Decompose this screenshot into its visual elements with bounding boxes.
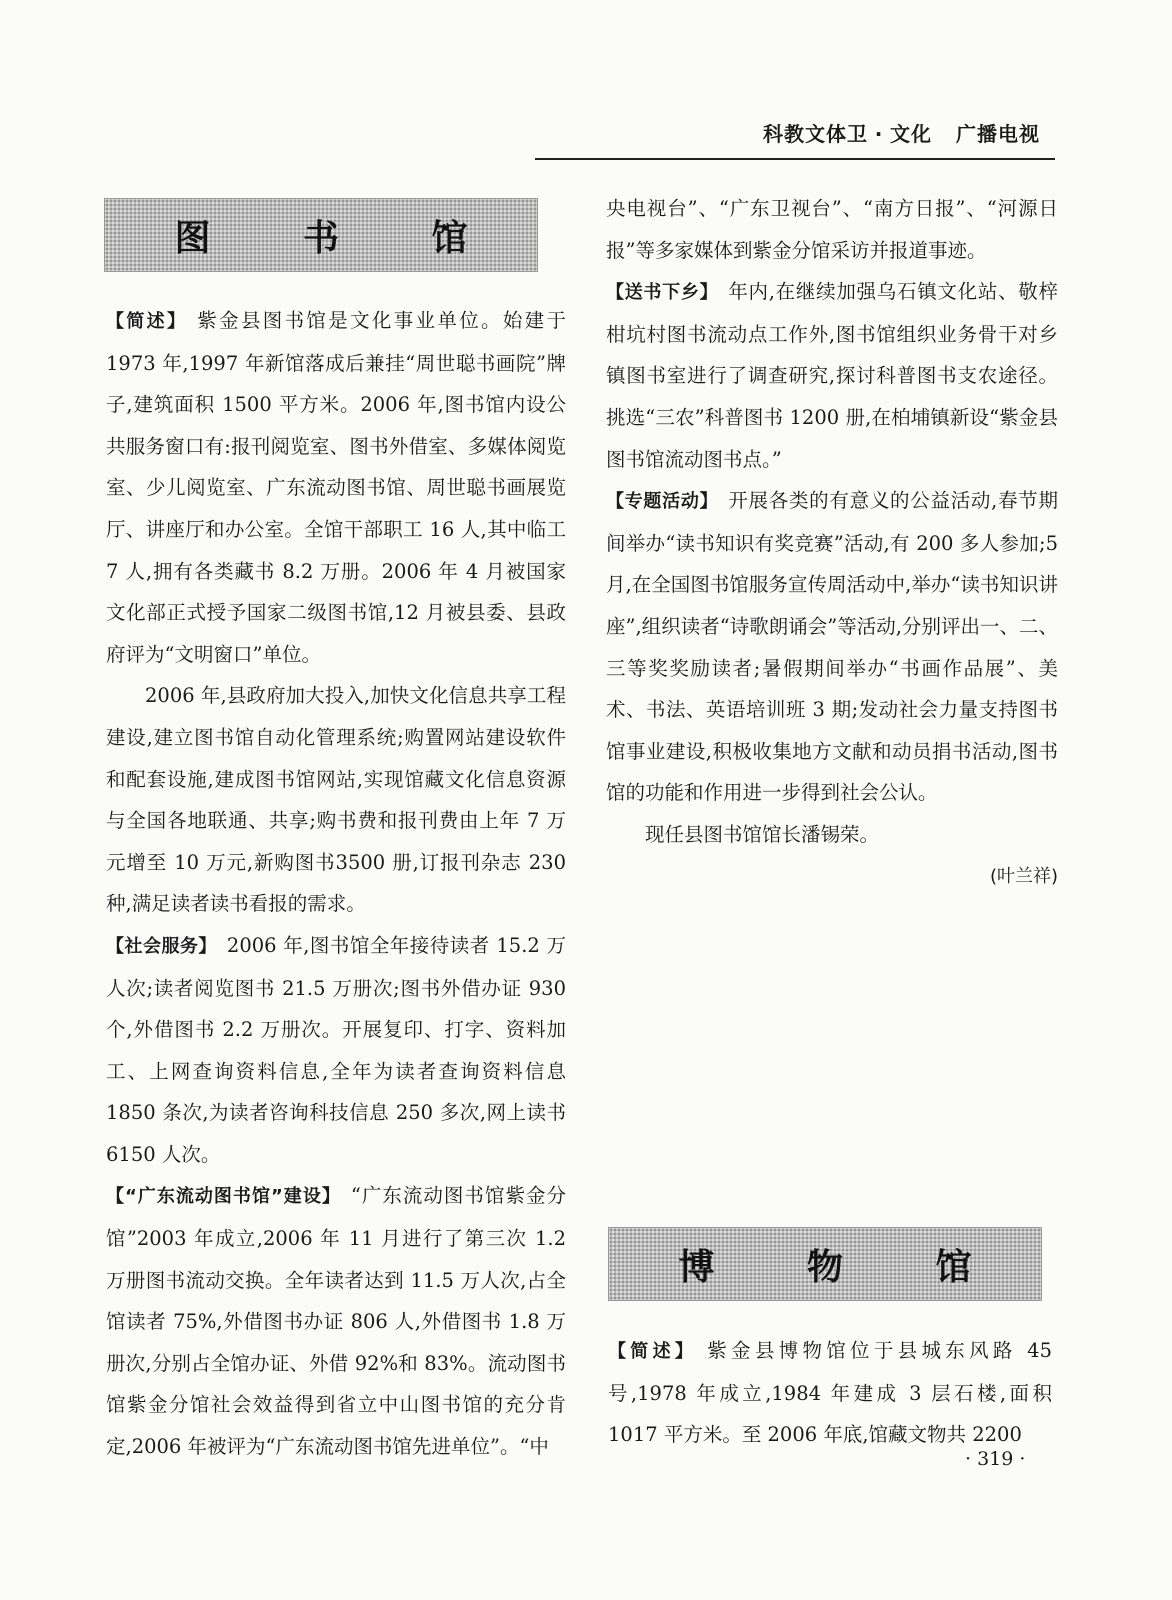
books-to-countryside-tag: 【送书下乡】 xyxy=(606,282,719,304)
mobile-library-text: “广东流动图书馆紫金分馆”2003 年成立,2006 年 11 月进行了第三次 1.2 万册图书流动交换。全年读者达到 11.5 万人次,占全馆读者 75%,外借图书办证 806 人,外借图书 1.8 万册次,分别占全馆办证、外借 92%和 83%。流动图书馆紫金分馆社会效益得到省立中山图书馆的充分肯定,2006 年被评为“广东流动图书馆先进单位”。“中 xyxy=(106,1184,566,1459)
museum-column xyxy=(608,1330,1052,1456)
header-rule xyxy=(535,158,1055,160)
museum-section-banner xyxy=(608,1227,1042,1301)
museum-overview-paragraph xyxy=(608,1330,1052,1456)
library-overview-tag: 【简述】 xyxy=(106,311,188,332)
books-to-countryside-paragraph xyxy=(606,271,1058,480)
museum-section-title: 博 物 馆 xyxy=(678,1246,1012,1288)
left-column xyxy=(106,300,566,1468)
mobile-library-paragraph xyxy=(106,1175,566,1467)
library-overview-text: 紫金县图书馆是文化事业单位。始建于 1973 年,1997 年新馆落成后兼挂“周世聪书画院”牌子,建筑面积 1500 平方米。2006 年,图书馆内设公共服务窗口有:报刊阅览室、图书外借室、多媒体阅览室、少儿阅览室、广东流动图书馆、周世聪书画展览厅、讲座厅和办公室。全馆干部职工 16 人,其中临工 7 人,拥有各类藏书 8.2 万册。2006 年 4 月被国家文化部正式授予国家二级图书馆,12 月被县委、县政府评为“文明窗口”单位。 xyxy=(106,309,566,666)
social-service-paragraph xyxy=(106,925,566,1176)
library-section-title: 图 书 馆 xyxy=(174,217,508,259)
mobile-library-continuation: 央电视台”、“广东卫视台”、“南方日报”、“河源日报”等多家媒体到紫金分馆采访并报道事迹。 xyxy=(606,197,1058,262)
books-to-countryside-text: 年内,在继续加强乌石镇文化站、敬梓柑坑村图书流动点工作外,图书馆组织业务骨干对乡镇图书室进行了调查研究,探讨科普图书支农途径。挑选“三农”科普图书 1200 册,在柏埔镇新设“紫金县图书馆流动图书点。” xyxy=(606,280,1058,471)
museum-overview-text: 紫金县博物馆位于县城东风路 45 号,1978 年成立,1984 年建成 3 层石楼,面积 1017 平方米。至 2006 年底,馆藏文物共 2200 xyxy=(608,1339,1052,1447)
right-column xyxy=(606,188,1058,897)
special-activities-paragraph xyxy=(606,480,1058,814)
page-number: · 319 · xyxy=(965,1448,1026,1470)
mobile-library-tag: 【“广东流动图书馆”建设】 xyxy=(106,1186,341,1208)
author-signature: (叶兰祥) xyxy=(989,865,1058,887)
header-subject: 文化 xyxy=(890,122,932,146)
library-section-banner xyxy=(104,198,538,272)
special-activities-text: 开展各类的有意义的公益活动,春节期间举办“读书知识有奖竞赛”活动,有 200 多人参加;5 月,在全国图书馆服务宣传周活动中,举办“读书知识讲座”,组织读者“诗歌朗诵会”等活动,分别评出一、二、三等奖奖励读者;暑假期间举办“书画作品展”、美术、书法、英语培训班 3 期;发动社会力量支持图书馆事业建设,积极收集地方文献和动员捐书活动,图书馆的功能和作用进一步得到社会公认。 xyxy=(606,489,1058,805)
special-activities-tag: 【专题活动】 xyxy=(606,491,719,513)
social-service-text: 2006 年,图书馆全年接待读者 15.2 万人次;读者阅览图书 21.5 万册次;图书外借办证 930 个,外借图书 2.2 万册次。开展复印、打字、资料加工、上网查询资料信息,全年为读者查询资料信息 1850 条次,为读者咨询科技信息 250 多次,网上读书 6150 人次。 xyxy=(106,933,567,1166)
library-overview-paragraph xyxy=(106,300,566,675)
header-separator: · xyxy=(874,122,884,146)
library-investment-paragraph: 2006 年,县政府加大投入,加快文化信息共享工程建设,建立图书馆自动化管理系统;购置网站建设软件和配套设施,建成图书馆网站,实现馆藏文化信息资源与全国各地联通、共享;购书费和报刊费由上年 7 万元增至 10 万元,新购图书3500 册,订报刊杂志 230 种,满足读者读书看报的需求。 xyxy=(106,684,566,916)
social-service-tag: 【社会服务】 xyxy=(106,935,217,957)
director-line: 现任县图书馆馆长潘锡荣。 xyxy=(645,822,880,846)
running-header xyxy=(700,118,1040,147)
museum-overview-tag: 【简述】 xyxy=(608,1341,698,1362)
header-category: 科教文体卫 xyxy=(763,122,868,146)
header-section: 广播电视 xyxy=(956,122,1040,146)
